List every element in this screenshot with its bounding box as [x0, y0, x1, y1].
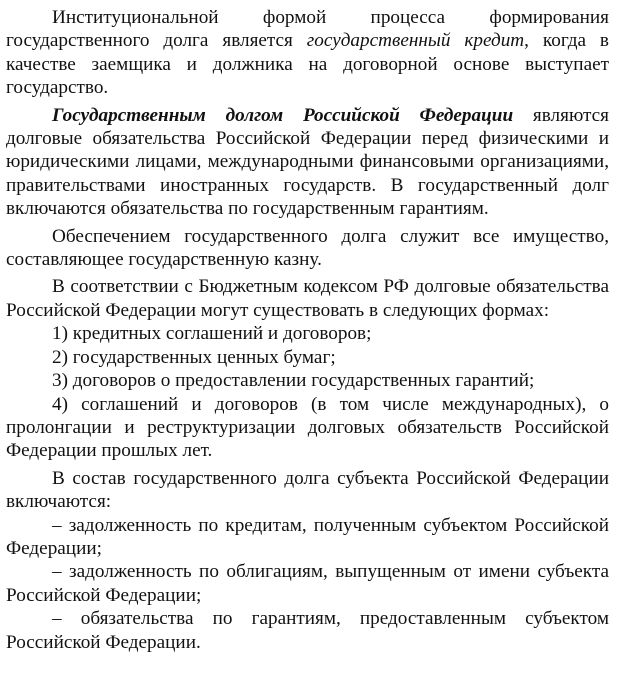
paragraph-text: Институциональной формой процесса формирования государственного долга является — [6, 7, 609, 52]
list-item-form-1: 1) кредитных соглашений и договоров; — [52, 323, 372, 345]
paragraph-state-debt-definition — [6, 104, 609, 221]
paragraph-budget-code: В соответствии с Бюджетным кодексом РФ долговые обязательства Российской Федерации могут существовать в следующих формах: — [6, 276, 609, 321]
list-item-form-4: 4) соглашений и договоров (в том числе международных), о пролонгации и реструктуризации долговых обязательств Российской Федерации прошлых лет. — [6, 393, 609, 462]
paragraph-debt-security: Обеспечением государственного долга служит все имущество, составляющее государственную казну. — [6, 225, 609, 271]
paragraph-text: являются долговые обязательства Российской Федерации перед физическими и юридическими лицами, международными финансовыми организациями, правительствами иностранных государств. В государственный долг включаются обязательства по государственным гарантиям. — [6, 104, 609, 220]
list-item-subject-3: – обязательства по гарантиям, предоставленным субъектом Российской Федерации. — [6, 608, 609, 653]
paragraph-institutional-form — [6, 6, 609, 100]
list-item-form-3: 3) договоров о предоставлении государственных гарантий; — [52, 370, 535, 392]
paragraph-text: , когда в качестве заемщика и должника на договорной основе выступает государство. — [6, 30, 609, 99]
paragraph-subject-debt: В состав государственного долга субъекта Российской Федерации включаются: — [6, 467, 609, 513]
emphasis-term: Государственным долгом Российской Федерации — [52, 104, 514, 126]
list-item-subject-1: – задолженность по кредитам, полученным субъектом Российской Федерации; — [6, 514, 609, 559]
emphasis-term: государственный кредит — [306, 30, 525, 52]
list-item-subject-2: – задолженность по облигациям, выпущенным от имени субъекта Российской Федерации; — [6, 561, 609, 606]
list-item-form-2: 2) государственных ценных бумаг; — [52, 346, 336, 368]
